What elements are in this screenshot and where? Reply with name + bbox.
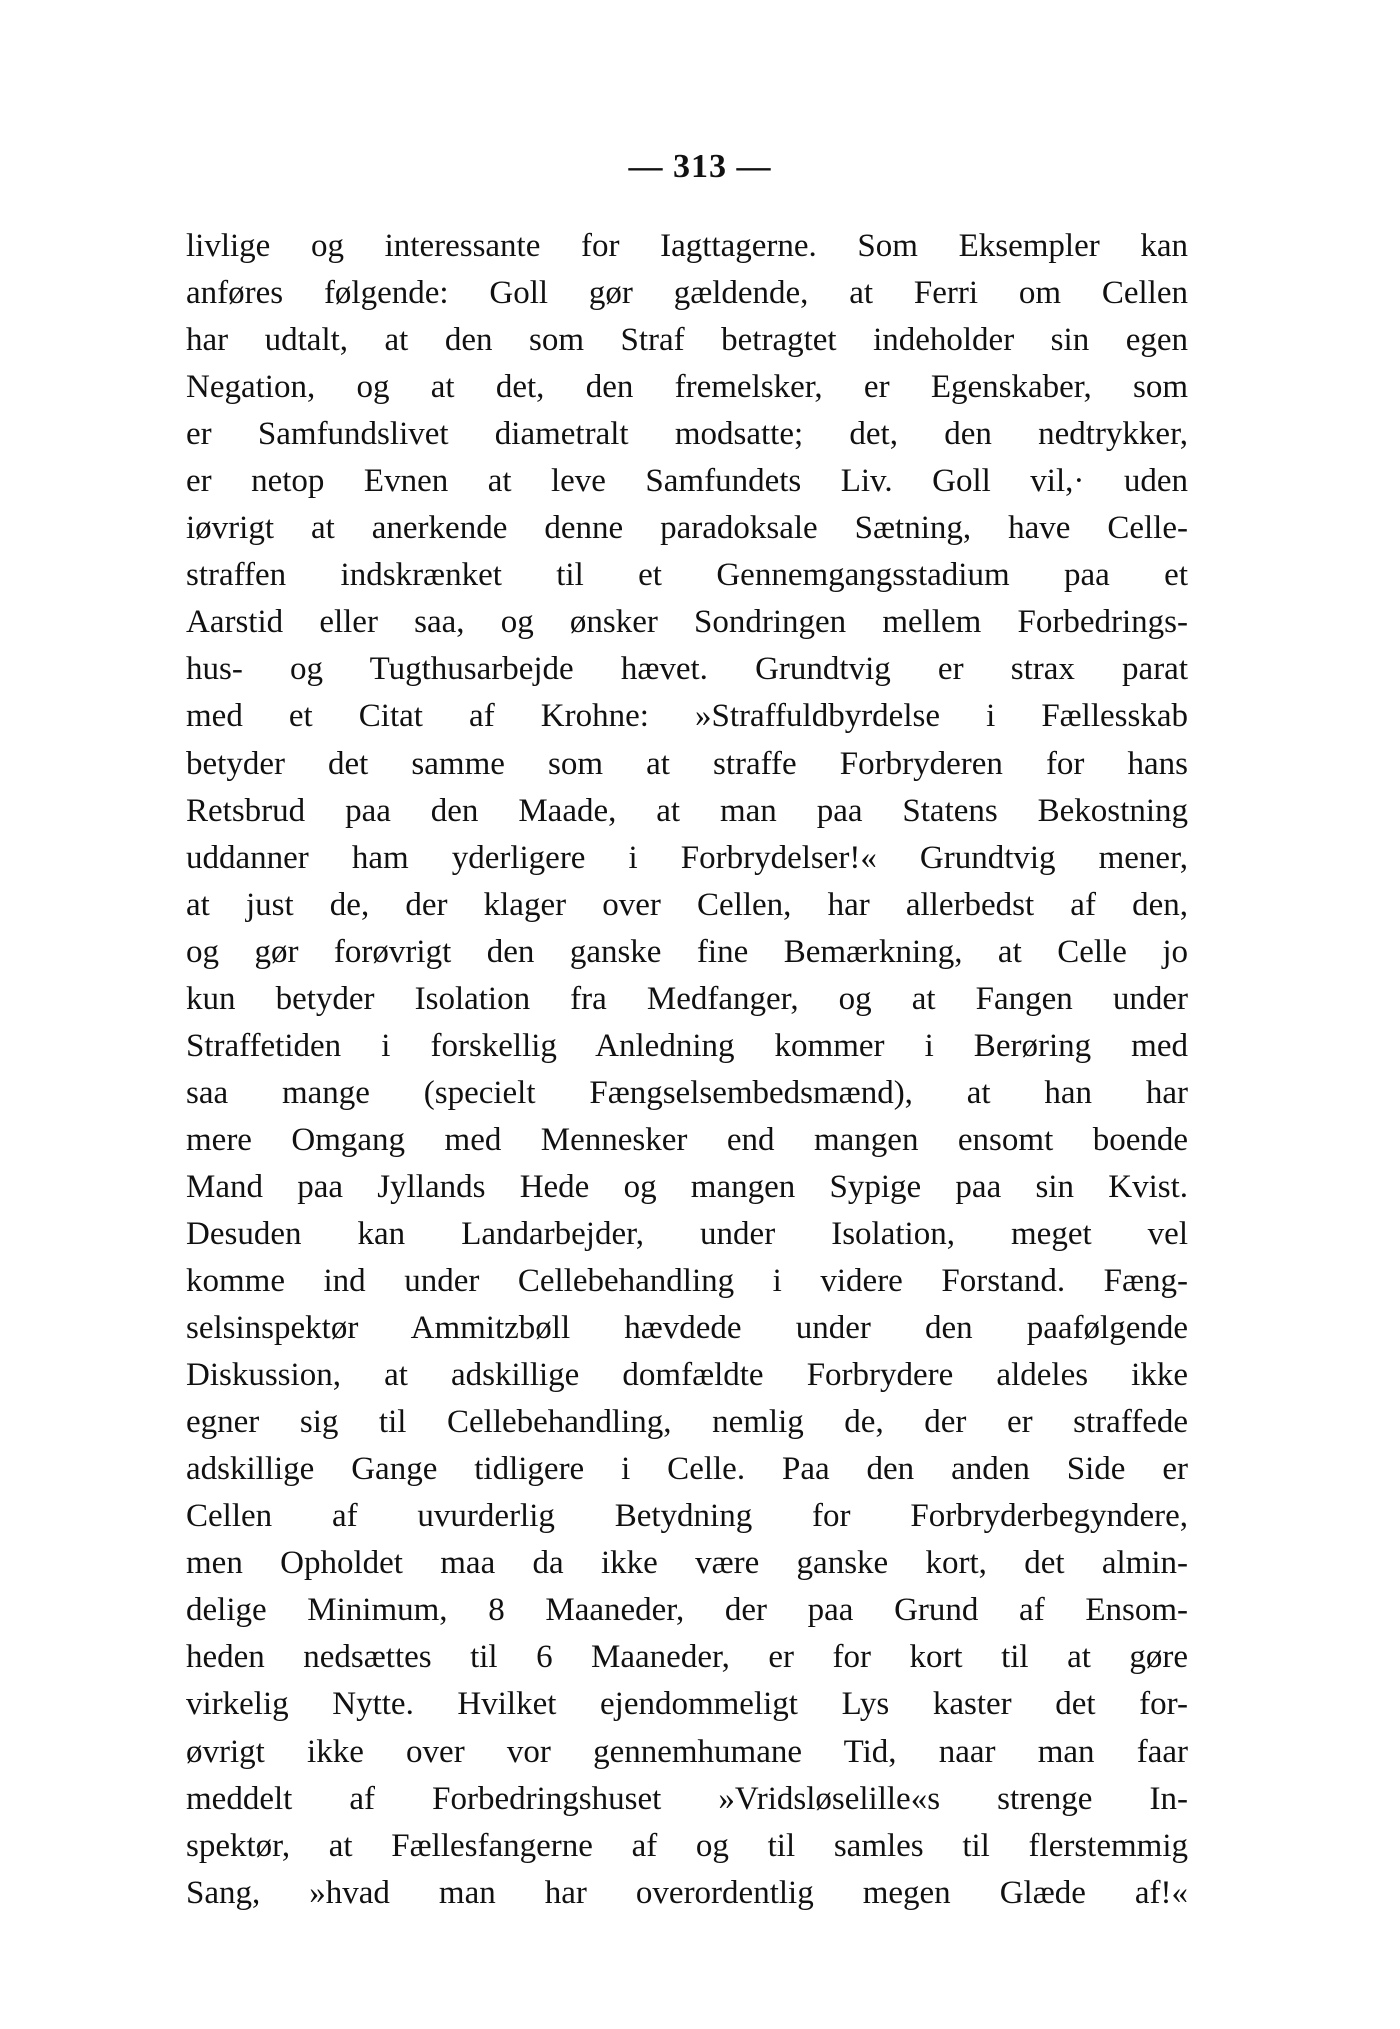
- text-line: virkelig Nytte. Hvilket ejendommeligt Lys kaster det for-: [186, 1686, 1188, 1723]
- text-line: heden nedsættes til 6 Maaneder, er for kort til at gøre: [186, 1639, 1188, 1676]
- text-line: saa mange (specielt Fængselsembedsmænd), at han har: [186, 1074, 1188, 1111]
- text-line: Retsbrud paa den Maade, at man paa Statens Bekostning: [186, 792, 1188, 829]
- page-number: — 313 —: [628, 148, 772, 185]
- text-line: øvrigt ikke over vor gennemhumane Tid, naar man faar: [186, 1733, 1188, 1770]
- text-line: spektør, at Fællesfangerne af og til samles til flerstemmig: [186, 1827, 1188, 1864]
- text-line: Aarstid eller saa, og ønsker Sondringen mellem Forbedrings-: [186, 604, 1188, 641]
- text-line: adskillige Gange tidligere i Celle. Paa den anden Side er: [186, 1451, 1188, 1488]
- text-line: delige Minimum, 8 Maaneder, der paa Grund af Ensom-: [186, 1592, 1188, 1629]
- text-line: betyder det samme som at straffe Forbryderen for hans: [186, 745, 1188, 782]
- body-text: [186, 223, 1188, 1917]
- text-line: at just de, der klager over Cellen, har allerbedst af den,: [186, 886, 1188, 923]
- text-line: er Samfundslivet diametralt modsatte; det, den nedtrykker,: [186, 416, 1188, 453]
- text-line: uddanner ham yderligere i Forbrydelser!« Grundtvig mener,: [186, 839, 1188, 876]
- text-line: med et Citat af Krohne: »Straffuldbyrdelse i Fællesskab: [186, 698, 1188, 735]
- text-line: hus- og Tugthusarbejde hævet. Grundtvig er strax parat: [186, 651, 1188, 688]
- text-line: har udtalt, at den som Straf betragtet indeholder sin egen: [186, 322, 1188, 359]
- text-line: straffen indskrænket til et Gennemgangsstadium paa et: [186, 557, 1188, 594]
- text-line: egner sig til Cellebehandling, nemlig de, der er straffede: [186, 1404, 1188, 1441]
- text-line: Straffetiden i forskellig Anledning kommer i Berøring med: [186, 1027, 1188, 1064]
- text-line: Cellen af uvurderlig Betydning for Forbryderbegyndere,: [186, 1498, 1188, 1535]
- text-line: Diskussion, at adskillige domfældte Forbrydere aldeles ikke: [186, 1357, 1188, 1394]
- text-line: men Opholdet maa da ikke være ganske kort, det almin-: [186, 1545, 1188, 1582]
- text-line: Sang, »hvad man har overordentlig megen Glæde af!«: [186, 1874, 1188, 1911]
- text-line: komme ind under Cellebehandling i videre Forstand. Fæng-: [186, 1263, 1188, 1300]
- text-line: og gør forøvrigt den ganske fine Bemærkning, at Celle jo: [186, 933, 1188, 970]
- text-line: livlige og interessante for Iagttagerne. Som Eksempler kan: [186, 228, 1188, 264]
- text-line: kun betyder Isolation fra Medfanger, og at Fangen under: [186, 980, 1188, 1017]
- text-line: Desuden kan Landarbejder, under Isolation, meget vel: [186, 1215, 1188, 1252]
- text-line: iøvrigt at anerkende denne paradoksale Sætning, have Celle-: [186, 510, 1188, 547]
- text-line: selsinspektør Ammitzbøll hævdede under den paafølgende: [186, 1310, 1188, 1347]
- text-line: Mand paa Jyllands Hede og mangen Sypige paa sin Kvist.: [186, 1168, 1188, 1205]
- text-line: meddelt af Forbedringshuset »Vridsløselille«s strenge In-: [186, 1780, 1188, 1817]
- text-line: anføres følgende: Goll gør gældende, at Ferri om Cellen: [186, 275, 1188, 312]
- text-line: Negation, og at det, den fremelsker, er Egenskaber, som: [186, 369, 1188, 406]
- text-line: er netop Evnen at leve Samfundets Liv. Goll vil,· uden: [186, 463, 1188, 500]
- text-line: mere Omgang med Mennesker end mangen ensomt boende: [186, 1121, 1188, 1158]
